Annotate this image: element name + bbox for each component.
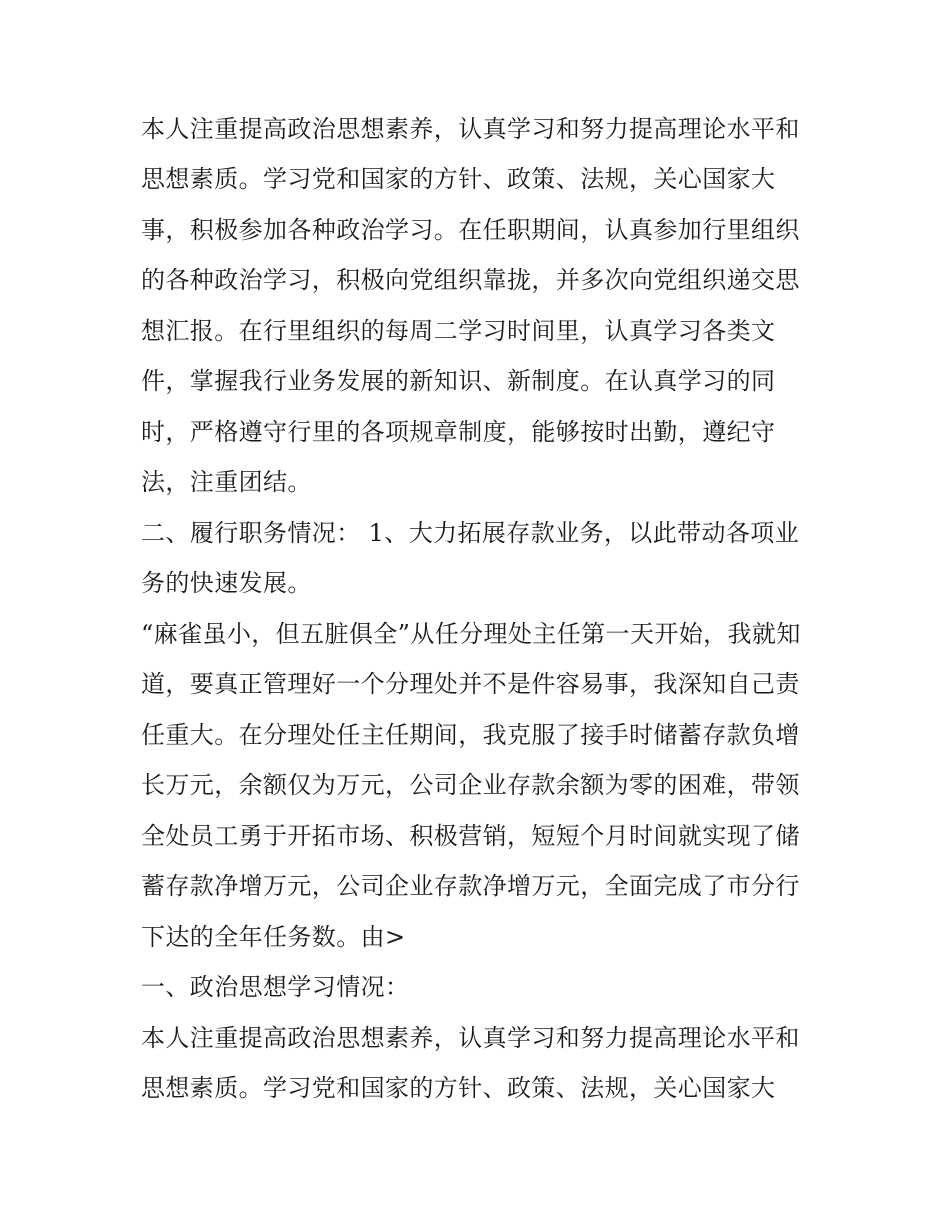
text-line: “麻雀虽小，但五脏俱全”从任分理处主任第一天开始，我就知 <box>141 620 801 648</box>
text-line: 法，注重团结。 <box>141 468 312 496</box>
text-line: 事，积极参加各种政治学习。在任职期间，认真参加行里组织 <box>141 216 800 244</box>
text-line: 任重大。在分理处任主任期间，我克服了接手时储蓄存款负增 <box>141 721 800 749</box>
text-line: 本人注重提高政治思想素养，认真学习和努力提高理论水平和 <box>141 115 800 143</box>
text-line: 想汇报。在行里组织的每周二学习时间里，认真学习各类文 <box>141 317 776 345</box>
text-line: 的各种政治学习，积极向党组织靠拢，并多次向党组织递交思 <box>141 266 800 294</box>
text-line: 思想素质。学习党和国家的方针、政策、法规，关心国家大 <box>141 165 776 193</box>
text-line: 务的快速发展。 <box>141 569 312 597</box>
text-line: 本人注重提高政治思想素养，认真学习和努力提高理论水平和 <box>141 1024 800 1052</box>
text-line: 思想素质。学习党和国家的方针、政策、法规，关心国家大 <box>141 1074 776 1102</box>
text-line: 下达的全年任务数。由> <box>141 923 406 951</box>
text-line: 蓄存款净增万元，公司企业存款净增万元，全面完成了市分行 <box>141 872 800 900</box>
text-line: 时，严格遵守行里的各项规章制度，能够按时出勤，遵纪守 <box>141 418 776 446</box>
text-line: 道，要真正管理好一个分理处并不是件容易事，我深知自己责 <box>141 670 800 698</box>
text-line: 件，掌握我行业务发展的新知识、新制度。在认真学习的同 <box>141 367 776 395</box>
section-heading: 一、政治思想学习情况： <box>141 973 410 1001</box>
section-heading: 二、履行职务情况： 1、大力拓展存款业务，以此带动各项业 <box>141 519 800 547</box>
text-line: 全处员工勇于开拓市场、积极营销，短短个月时间就实现了储 <box>141 822 800 850</box>
text-line: 长万元，余额仅为万元，公司企业存款余额为零的困难，带领 <box>141 771 800 799</box>
